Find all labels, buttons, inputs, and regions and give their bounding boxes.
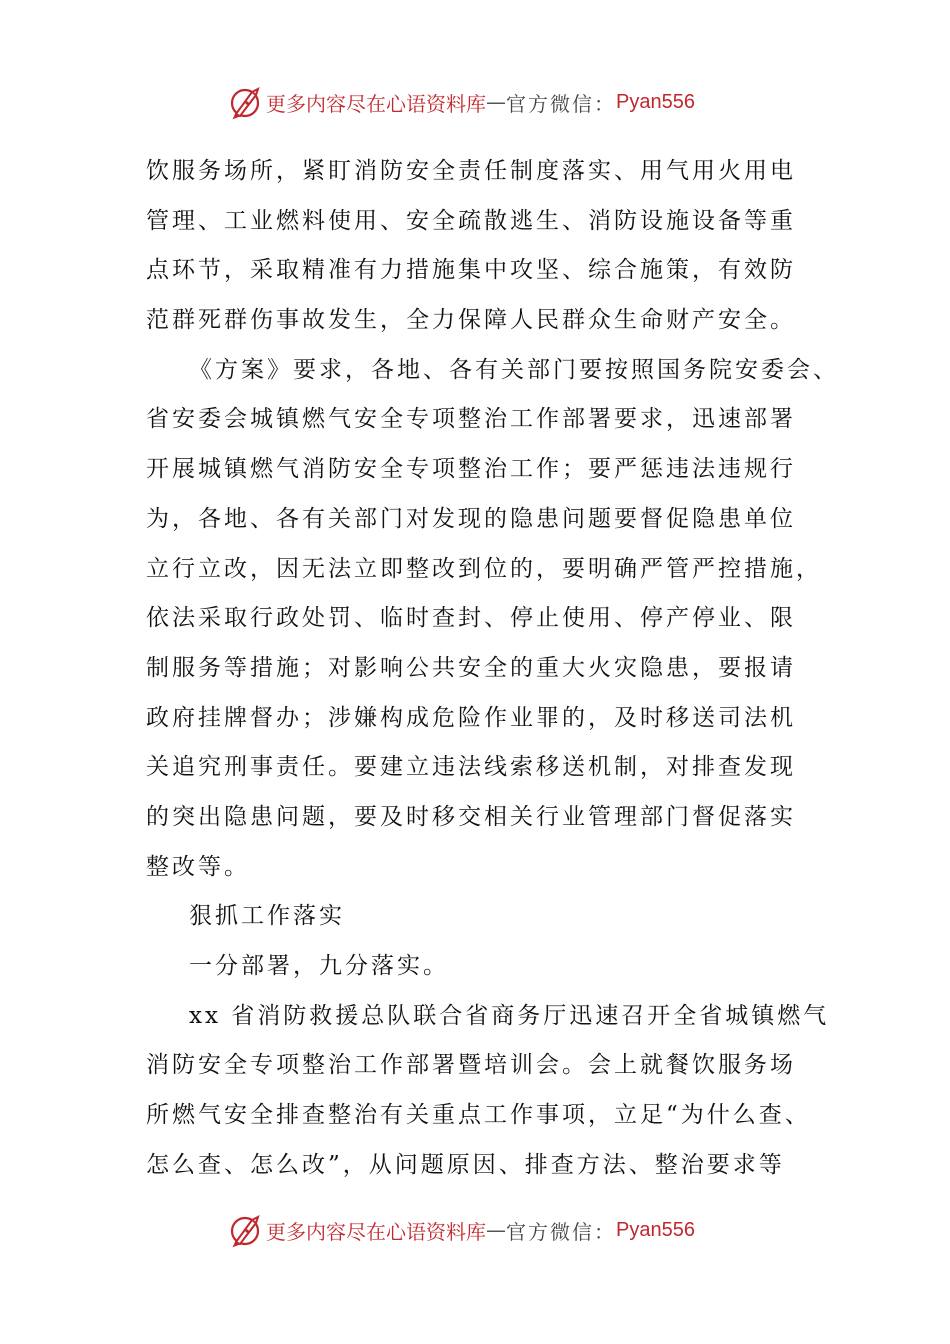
body-line: 《方案》要求，各地、各有关部门要按照国务院安委会、 [189,356,839,383]
body-line: 范群死群伤事故发生，全力保障人民群众生命财产安全。 [146,307,796,334]
body-line: 政府挂牌督办；涉嫌构成危险作业罪的，及时移送司法机 [146,704,796,731]
body-line: 开展城镇燃气消防安全专项整治工作；要严惩违法违规行 [146,456,796,483]
body-line: 消防安全专项整治工作部署暨培训会。会上就餐饮服务场 [146,1052,796,1079]
header-banner[interactable] [228,84,695,120]
body-line: 省安委会城镇燃气安全专项整治工作部署要求，迅速部署 [146,406,796,433]
body-line: 依法采取行政处罚、临时查封、停止使用、停产停业、限 [146,605,796,632]
banner-site-text: 更多内容尽在心语资料库 [266,91,486,116]
body-line: 所燃气安全排查整治有关重点工作事项，立足“为什么查、 [146,1102,811,1129]
section-heading: 狠抓工作落实 [189,903,345,930]
body-line: 为，各地、各有关部门对发现的隐患问题要督促隐患单位 [146,505,796,532]
body-line: 一分部署，九分落实。 [189,953,449,979]
body-line: 制服务等措施；对影响公共安全的重大火灾隐患，要报请 [146,654,796,681]
body-line: 立行立改，因无法立即整改到位的，要明确严管严控措施， [146,555,822,582]
banner-separator: — [486,1218,506,1242]
banner-official-text: 官方微信： [506,1219,616,1244]
body-line: 怎么查、怎么改”，从问题原因、排查方法、整治要求等 [146,1151,785,1178]
pen-nib-logo-icon [228,1212,264,1248]
body-line: 整改等。 [146,853,250,880]
banner-official-text: 官方微信： [506,91,616,116]
footer-banner[interactable] [228,1212,695,1248]
banner-wechat-id: Pyan556 [616,1218,695,1241]
body-line: 关追究刑事责任。要建立违法线索移送机制，对排查发现 [146,754,796,781]
body-line: 管理、工业燃料使用、安全疏散逃生、消防设施设备等重 [146,207,796,234]
banner-site-text: 更多内容尽在心语资料库 [266,1219,486,1244]
pen-nib-logo-icon [228,84,264,120]
body-line: 饮服务场所，紧盯消防安全责任制度落实、用气用火用电 [146,158,796,184]
body-text [146,147,839,1190]
body-line: 点环节，采取精准有力措施集中攻坚、综合施策，有效防 [146,257,796,284]
banner-wechat-id: Pyan556 [616,90,695,113]
body-line: 的突出隐患问题，要及时移交相关行业管理部门督促落实 [146,803,796,830]
body-line: xx 省消防救援总队联合省商务厅迅速召开全省城镇燃气 [189,1002,830,1029]
banner-separator: — [486,90,506,114]
